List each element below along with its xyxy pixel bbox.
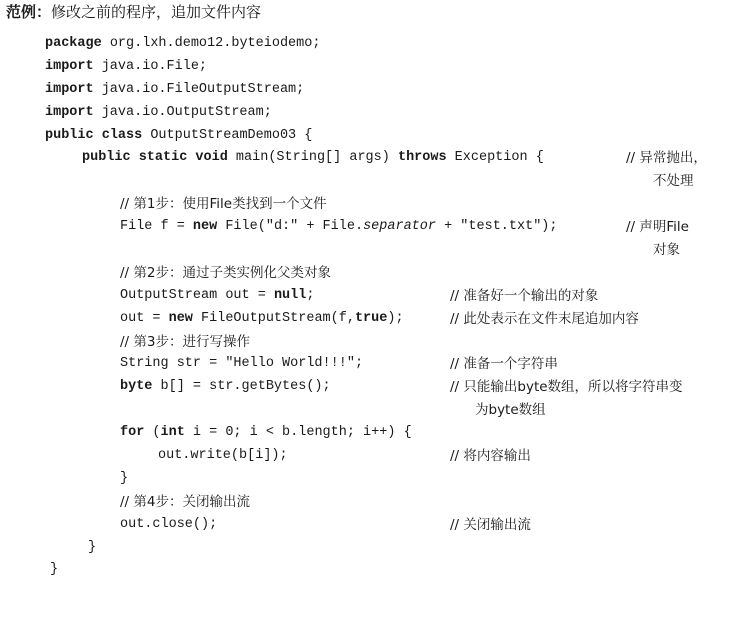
code-line bbox=[0, 514, 737, 537]
code-line bbox=[0, 79, 737, 102]
code-comment: // 只能输出byte数组，所以将字符串变 bbox=[450, 379, 683, 396]
code-keyword: throws bbox=[397, 150, 447, 166]
code-keyword: import bbox=[45, 81, 94, 97]
code-keyword: int bbox=[160, 425, 185, 441]
code-text: ; bbox=[306, 287, 315, 303]
code-text: } bbox=[88, 539, 97, 555]
code-line bbox=[0, 102, 737, 125]
code-line bbox=[0, 56, 737, 79]
code-comment: // 第4步：关闭输出流 bbox=[120, 493, 250, 510]
code-keyword: new bbox=[192, 219, 218, 235]
code-text: main(String[] args) bbox=[227, 150, 398, 166]
code-text bbox=[94, 128, 102, 143]
code-comment: // 关闭输出流 bbox=[450, 516, 531, 533]
code-text: FileOutputStream(f, bbox=[192, 310, 355, 326]
code-comment: // 第2步：通过子类实例化父类对象 bbox=[120, 264, 331, 281]
code-text: b[] = str.getBytes(); bbox=[152, 379, 331, 395]
code-comment: // 第1步：使用File类找到一个文件 bbox=[120, 196, 327, 213]
code-keyword: for bbox=[120, 425, 145, 441]
code-listing bbox=[0, 33, 737, 582]
code-comment: // 准备一个字符串 bbox=[450, 356, 558, 373]
code-text: i = 0; i < b.length; i++) { bbox=[184, 425, 412, 441]
code-text: java.io.File; bbox=[93, 58, 208, 74]
code-comment: // 将内容输出 bbox=[450, 448, 531, 465]
code-line bbox=[0, 537, 737, 560]
code-comment: // 第3步：进行写操作 bbox=[120, 333, 250, 350]
code-keyword: public bbox=[45, 127, 94, 143]
code-keyword: new bbox=[168, 310, 193, 326]
code-line bbox=[0, 308, 737, 331]
code-text: ); bbox=[387, 310, 404, 326]
code-italic: separator bbox=[363, 219, 436, 235]
code-text: } bbox=[120, 470, 129, 486]
code-keyword: import bbox=[45, 58, 94, 74]
code-comment: 为byte数组 bbox=[475, 402, 546, 419]
code-keyword: package bbox=[45, 36, 102, 51]
code-line bbox=[0, 170, 737, 193]
code-text: Exception { bbox=[446, 150, 544, 166]
code-line bbox=[0, 331, 737, 354]
code-line bbox=[0, 445, 737, 468]
code-text: File("d:" + File. bbox=[217, 219, 364, 235]
code-keyword: byte bbox=[120, 379, 153, 395]
code-line bbox=[0, 262, 737, 285]
code-line bbox=[0, 33, 737, 56]
code-line bbox=[0, 559, 737, 582]
code-text: java.io.FileOutputStream; bbox=[93, 81, 305, 97]
code-text: java.io.OutputStream; bbox=[93, 104, 272, 120]
code-keyword: import bbox=[45, 104, 94, 120]
code-text: OutputStream out = bbox=[120, 287, 274, 303]
code-line bbox=[0, 216, 737, 239]
code-text: out.close(); bbox=[120, 516, 218, 532]
code-text: org.lxh.demo12.byteiodemo; bbox=[101, 36, 321, 51]
code-text: File f = bbox=[120, 219, 193, 235]
code-comment: // 异常抛出， bbox=[626, 150, 707, 167]
code-keyword: true bbox=[354, 310, 388, 326]
code-line bbox=[0, 353, 737, 376]
example-title: 修改之前的程序，追加文件内容 bbox=[51, 3, 262, 21]
code-line bbox=[0, 491, 737, 514]
code-line bbox=[0, 399, 737, 422]
code-keyword: public static void bbox=[82, 150, 228, 166]
code-line bbox=[0, 468, 737, 491]
code-text: ( bbox=[144, 425, 161, 441]
code-text: String str = "Hello World!!!"; bbox=[120, 356, 364, 372]
code-line bbox=[0, 147, 737, 170]
code-comment: 不处理 bbox=[653, 173, 694, 190]
code-comment: // 此处表示在文件末尾追加内容 bbox=[450, 310, 639, 327]
example-heading bbox=[6, 2, 261, 22]
code-comment: // 声明File bbox=[626, 219, 689, 236]
code-text: + "test.txt"); bbox=[435, 219, 558, 235]
code-text: OutputStreamDemo03 { bbox=[142, 127, 313, 143]
code-keyword: class bbox=[101, 127, 143, 143]
code-line bbox=[0, 125, 737, 148]
code-line bbox=[0, 193, 737, 216]
example-label: 范例： bbox=[6, 3, 52, 21]
code-comment: 对象 bbox=[653, 242, 680, 259]
code-line bbox=[0, 422, 737, 445]
code-keyword: null bbox=[273, 287, 307, 303]
code-text: out.write(b[i]); bbox=[158, 448, 288, 464]
code-comment: // 准备好一个输出的对象 bbox=[450, 287, 599, 304]
code-text: } bbox=[50, 562, 59, 578]
code-text: out = bbox=[120, 310, 169, 326]
code-line bbox=[0, 239, 737, 262]
code-line bbox=[0, 285, 737, 308]
code-line bbox=[0, 376, 737, 399]
